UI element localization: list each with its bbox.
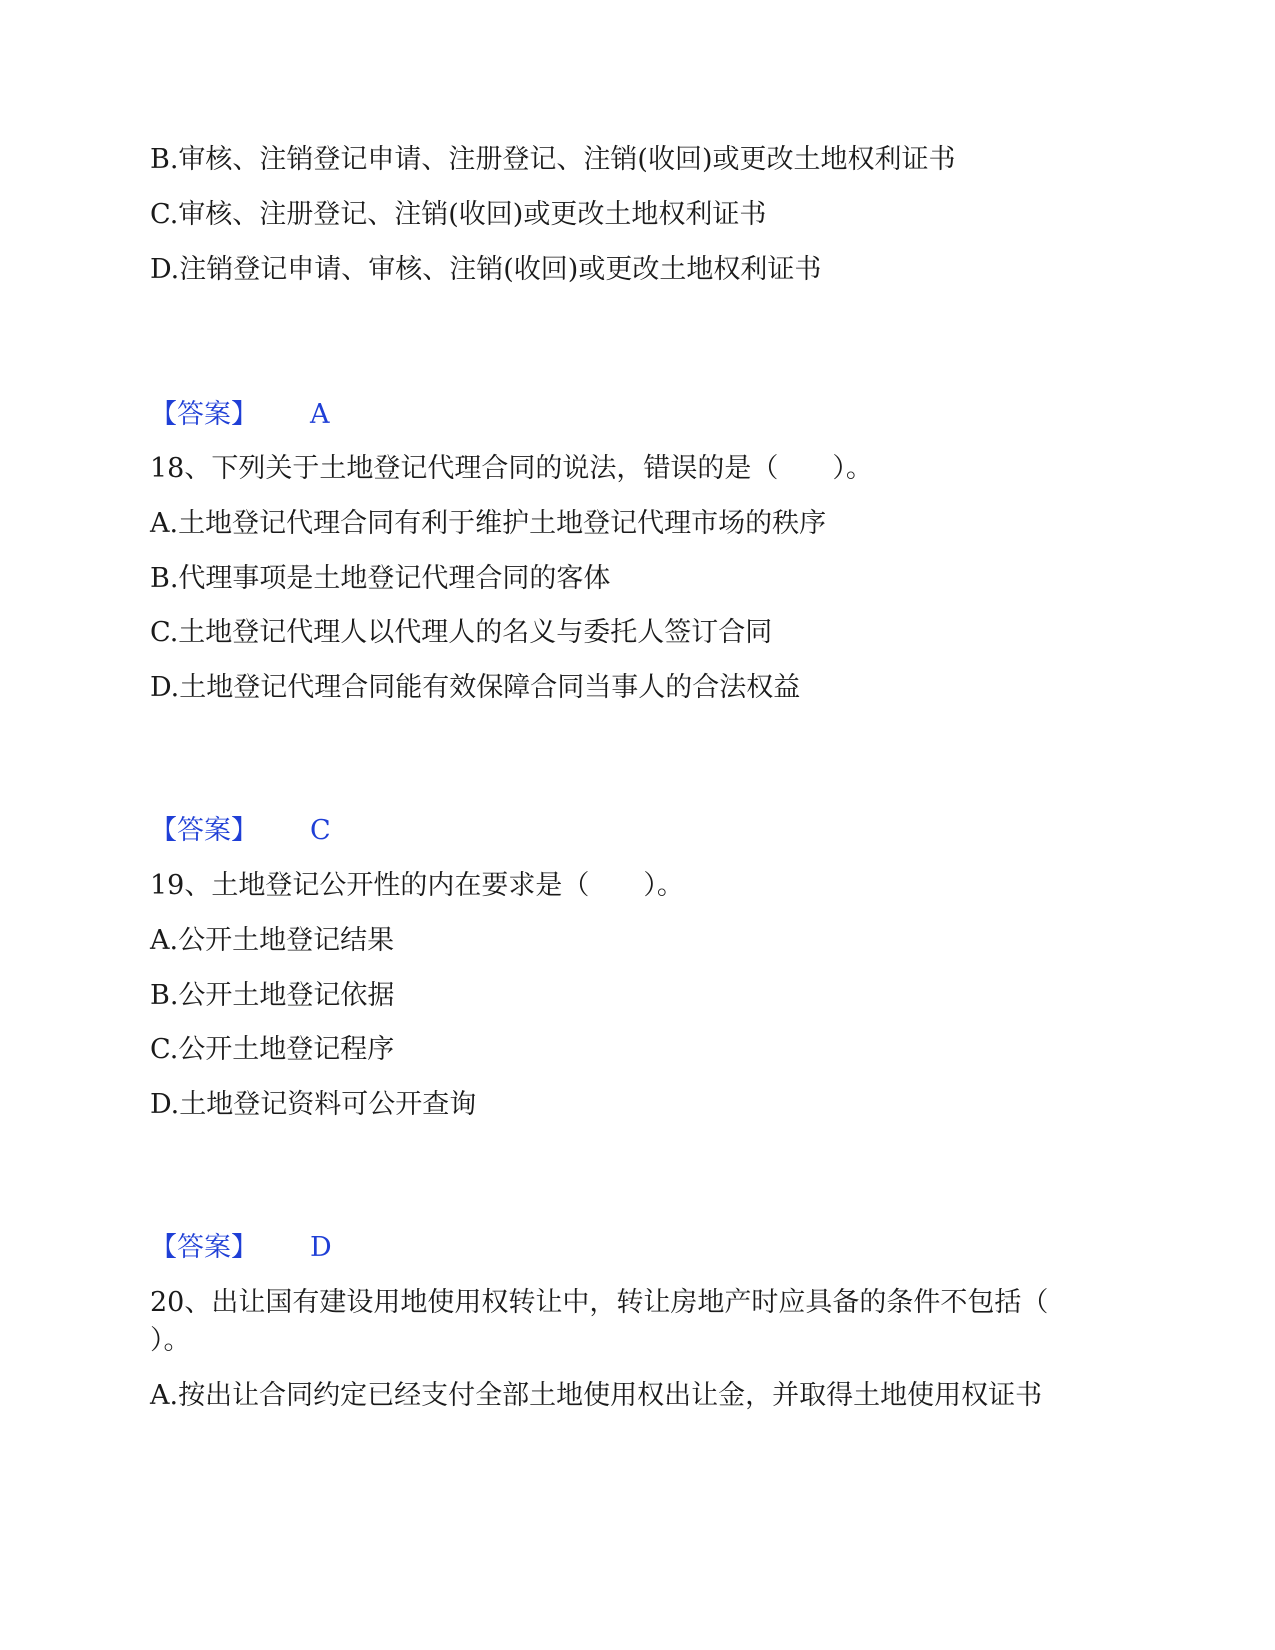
question-18: 18、下列关于土地登记代理合同的说法，错误的是（ ）。 [150, 453, 873, 484]
option-a-q18: A.土地登记代理合同有利于维护土地登记代理市场的秩序 [150, 508, 827, 539]
option-c-q19: C.公开土地登记程序 [150, 1034, 395, 1065]
option-b-q17: B.审核、注销登记申请、注册登记、注销(收回)或更改土地权利证书 [150, 144, 956, 175]
answer-value: A [310, 399, 330, 430]
option-c-q18: C.土地登记代理人以代理人的名义与委托人签订合同 [150, 617, 773, 648]
option-a-q20: A.按出让合同约定已经支付全部土地使用权出让金，并取得土地使用权证书 [150, 1380, 1043, 1411]
option-a-q19: A.公开土地登记结果 [150, 925, 395, 956]
answer-label: 【答案】 [150, 815, 258, 846]
option-d-q19: D.土地登记资料可公开查询 [150, 1089, 477, 1120]
option-b-q18: B.代理事项是土地登记代理合同的客体 [150, 563, 611, 594]
option-b-q19: B.公开土地登记依据 [150, 980, 395, 1011]
question-20-line-1: 20、出让国有建设用地使用权转让中，转让房地产时应具备的条件不包括（ [150, 1287, 1049, 1318]
option-d-q17: D.注销登记申请、审核、注销(收回)或更改土地权利证书 [150, 254, 822, 285]
option-c-q17: C.审核、注册登记、注销(收回)或更改土地权利证书 [150, 199, 767, 230]
answer-label: 【答案】 [150, 1232, 258, 1263]
answer-label: 【答案】 [150, 399, 258, 430]
question-20-line-2: ）。 [150, 1325, 191, 1356]
answer-value: D [310, 1232, 332, 1263]
question-19: 19、土地登记公开性的内在要求是（ ）。 [150, 870, 684, 901]
answer-q17 [150, 398, 450, 432]
answer-value: C [310, 815, 331, 846]
answer-q18 [150, 814, 450, 848]
option-d-q18: D.土地登记代理合同能有效保障合同当事人的合法权益 [150, 672, 801, 703]
answer-q19 [150, 1231, 450, 1265]
